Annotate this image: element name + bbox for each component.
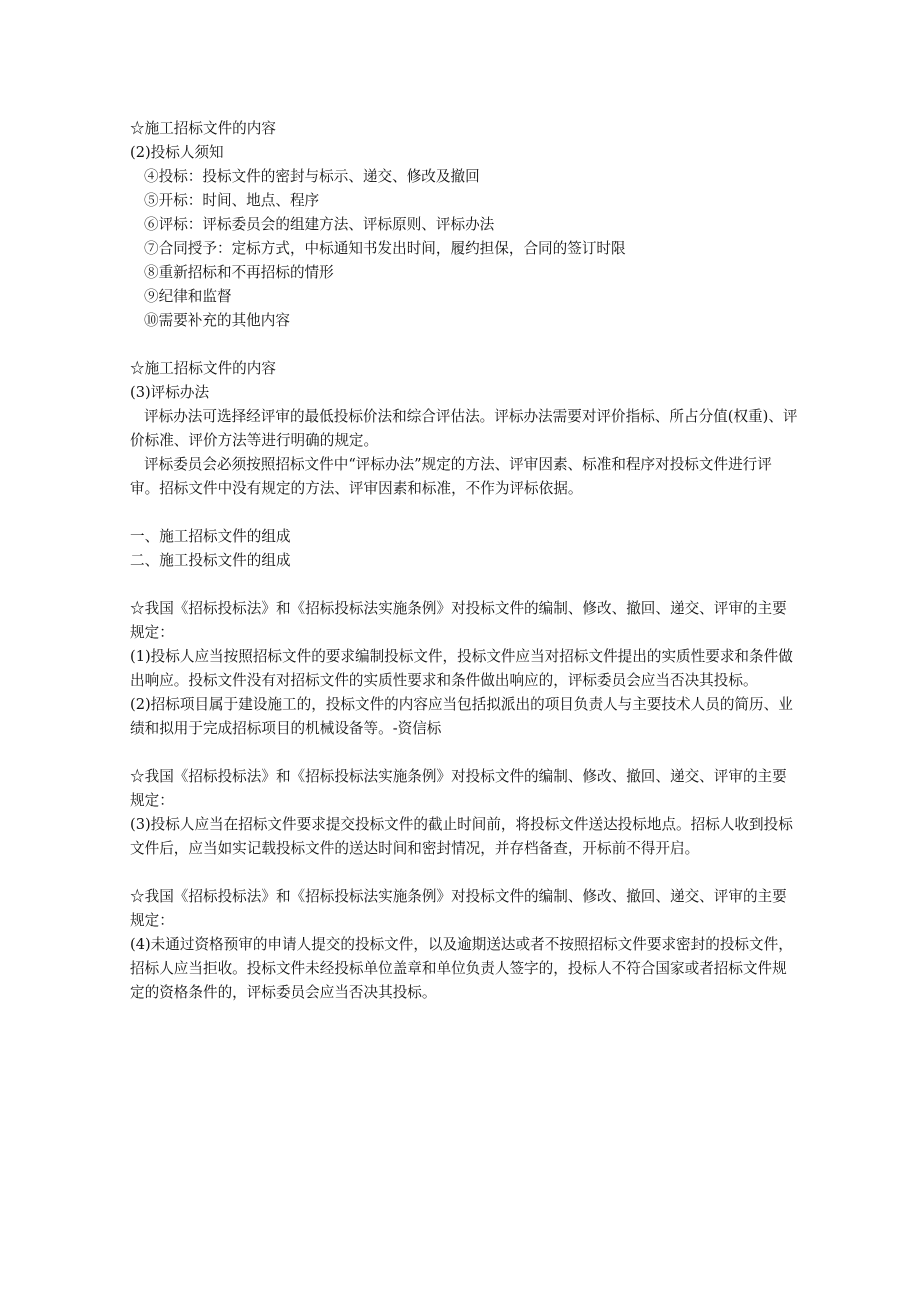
- section-subheading: (3)评标办法: [130, 384, 210, 401]
- list-item: ④投标：投标文件的密封与标示、递交、修改及撤回: [144, 168, 480, 185]
- spacer: [130, 501, 798, 525]
- list-item: ⑦合同授予：定标方式，中标通知书发出时间，履约担保，合同的签订时限: [144, 240, 626, 257]
- paragraph: (4)未通过资格预审的申请人提交的投标文件，以及逾期送达或者不按照招标文件要求密封的投标文件，招标人应当拒收。投标文件未经投标单位盖章和单位负责人签字的，投标人不符合国家或者招标文件规定的资格条件的，评标委员会应当否决其投标。: [130, 936, 793, 1001]
- section-heading: ☆施工招标文件的内容: [130, 360, 276, 377]
- paragraph: 评标办法可选择经评审的最低投标价法和综合评估法。评标办法需要对评价指标、所占分值(权重)、评价标准、评价方法等进行明确的规定。: [130, 408, 798, 449]
- spacer: [130, 741, 798, 765]
- list-item: ⑧重新招标和不再招标的情形: [144, 264, 334, 281]
- document-page: [130, 117, 798, 1005]
- section-heading: ☆我国《招标投标法》和《招标投标法实施条例》对投标文件的编制、修改、撤回、递交、评审的主要规定：: [130, 768, 787, 809]
- outline-item: 一、施工招标文件的组成: [130, 528, 291, 545]
- list-item: ⑥评标：评标委员会的组建方法、评标原则、评标办法: [144, 216, 495, 233]
- section-heading: ☆施工招标文件的内容: [130, 120, 276, 137]
- spacer: [130, 333, 798, 357]
- list-item: ⑨纪律和监督: [144, 288, 232, 305]
- section-heading: ☆我国《招标投标法》和《招标投标法实施条例》对投标文件的编制、修改、撤回、递交、评审的主要规定：: [130, 888, 787, 929]
- spacer: [130, 861, 798, 885]
- outline-item: 二、施工投标文件的组成: [130, 552, 291, 569]
- paragraph: (1)投标人应当按照招标文件的要求编制投标文件，投标文件应当对招标文件提出的实质性要求和条件做出响应。投标文件没有对招标文件的实质性要求和条件做出响应的，评标委员会应当否决其投标。: [130, 648, 793, 689]
- section-heading: ☆我国《招标投标法》和《招标投标法实施条例》对投标文件的编制、修改、撤回、递交、评审的主要规定：: [130, 600, 787, 641]
- paragraph: (2)招标项目属于建设施工的，投标文件的内容应当包括拟派出的项目负责人与主要技术人员的简历、业绩和拟用于完成招标项目的机械设备等。-资信标: [130, 696, 793, 737]
- paragraph: 评标委员会必须按照招标文件中“评标办法”规定的方法、评审因素、标准和程序对投标文件进行评审。招标文件中没有规定的方法、评审因素和标准，不作为评标依据。: [130, 456, 772, 497]
- spacer: [130, 573, 798, 597]
- paragraph: (3)投标人应当在招标文件要求提交投标文件的截止时间前，将投标文件送达投标地点。招标人收到投标文件后，应当如实记载投标文件的送达时间和密封情况，并存档备查，开标前不得开启。: [130, 816, 793, 857]
- list-item: ⑩需要补充的其他内容: [144, 312, 290, 329]
- list-item: ⑤开标：时间、地点、程序: [144, 192, 320, 209]
- section-subheading: (2)投标人须知: [130, 144, 224, 161]
